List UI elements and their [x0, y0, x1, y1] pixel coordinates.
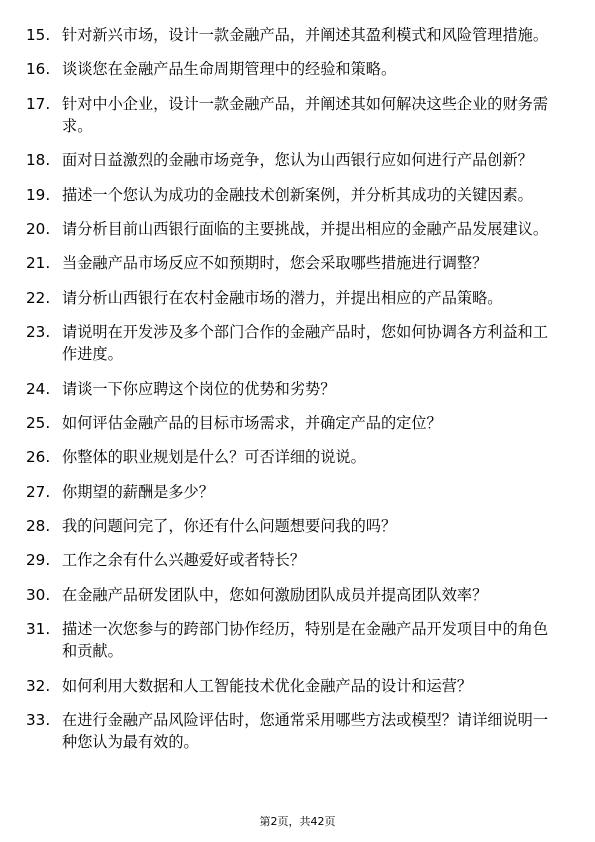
question-number: 17.: [26, 94, 51, 113]
question-text: 谈谈您在金融产品生命周期管理中的经验和策略。: [62, 60, 397, 79]
question-number: 25.: [26, 413, 51, 432]
question-text: 描述一个您认为成功的金融技术创新案例，并分析其成功的关键因素。: [62, 185, 533, 204]
question-text: 描述一次您参与的跨部门协作经历，特别是在金融产品开发项目中的角色和贡献。: [62, 620, 548, 661]
question-text: 你期望的薪酬是多少？: [62, 482, 214, 501]
question-text: 在进行金融产品风险评估时，您通常采用哪些方法或模型？请详细说明一种您认为最有效的。: [62, 711, 548, 752]
question-item: [26, 412, 556, 434]
question-item: [26, 24, 556, 46]
question-number: 22.: [26, 288, 51, 307]
question-item: [26, 675, 556, 697]
question-number: 21.: [26, 254, 51, 273]
question-item: [26, 58, 556, 80]
question-item: [26, 584, 556, 606]
question-item: [26, 321, 556, 365]
question-text: 如何评估金融产品的目标市场需求，并确定产品的定位？: [62, 413, 442, 432]
question-text: 面对日益激烈的金融市场竞争，您认为山西银行应如何进行产品创新？: [62, 151, 533, 170]
question-item: [26, 184, 556, 206]
question-text: 请谈一下你应聘这个岗位的优势和劣势？: [62, 379, 336, 398]
question-text: 在金融产品研发团队中，您如何激励团队成员并提高团队效率？: [62, 585, 488, 604]
question-list: [26, 24, 556, 765]
question-number: 28.: [26, 517, 51, 536]
question-number: 18.: [26, 151, 51, 170]
question-number: 29.: [26, 551, 51, 570]
question-number: 19.: [26, 185, 51, 204]
question-item: [26, 378, 556, 400]
question-number: 33.: [26, 711, 51, 730]
question-text: 请说明在开发涉及多个部门合作的金融产品时，您如何协调各方利益和工作进度。: [62, 323, 548, 364]
question-number: 26.: [26, 448, 51, 467]
question-number: 32.: [26, 676, 51, 695]
question-number: 27.: [26, 482, 51, 501]
question-text: 针对新兴市场，设计一款金融产品，并阐述其盈利模式和风险管理措施。: [62, 26, 548, 44]
question-number: 16.: [26, 60, 51, 79]
question-number: 31.: [26, 620, 51, 639]
question-item: [26, 287, 556, 309]
question-item: [26, 481, 556, 503]
question-number: 30.: [26, 585, 51, 604]
question-number: 23.: [26, 323, 51, 342]
question-text: 当金融产品市场反应不如预期时，您会采取哪些措施进行调整？: [62, 254, 488, 273]
question-number: 20.: [26, 219, 51, 238]
question-item: [26, 218, 556, 240]
question-item: [26, 93, 556, 137]
question-text: 请分析山西银行在农村金融市场的潜力，并提出相应的产品策略。: [62, 288, 503, 307]
question-item: [26, 549, 556, 571]
question-item: [26, 618, 556, 662]
page-footer: 第2页，共42页: [259, 815, 336, 828]
question-text: 你整体的职业规划是什么？可否详细的说说。: [62, 448, 366, 467]
question-text: 针对中小企业，设计一款金融产品，并阐述其如何解决这些企业的财务需求。: [62, 94, 548, 135]
question-item: [26, 149, 556, 171]
question-item: [26, 515, 556, 537]
question-text: 工作之余有什么兴趣爱好或者特长？: [62, 551, 305, 570]
question-text: 如何利用大数据和人工智能技术优化金融产品的设计和运营？: [62, 676, 473, 695]
question-item: [26, 252, 556, 274]
question-text: 我的问题问完了，你还有什么问题想要问我的吗？: [62, 517, 397, 536]
question-item: [26, 709, 556, 753]
question-number: 15.: [26, 26, 51, 44]
question-item: [26, 446, 556, 468]
question-number: 24.: [26, 379, 51, 398]
question-text: 请分析目前山西银行面临的主要挑战，并提出相应的金融产品发展建议。: [62, 219, 548, 238]
